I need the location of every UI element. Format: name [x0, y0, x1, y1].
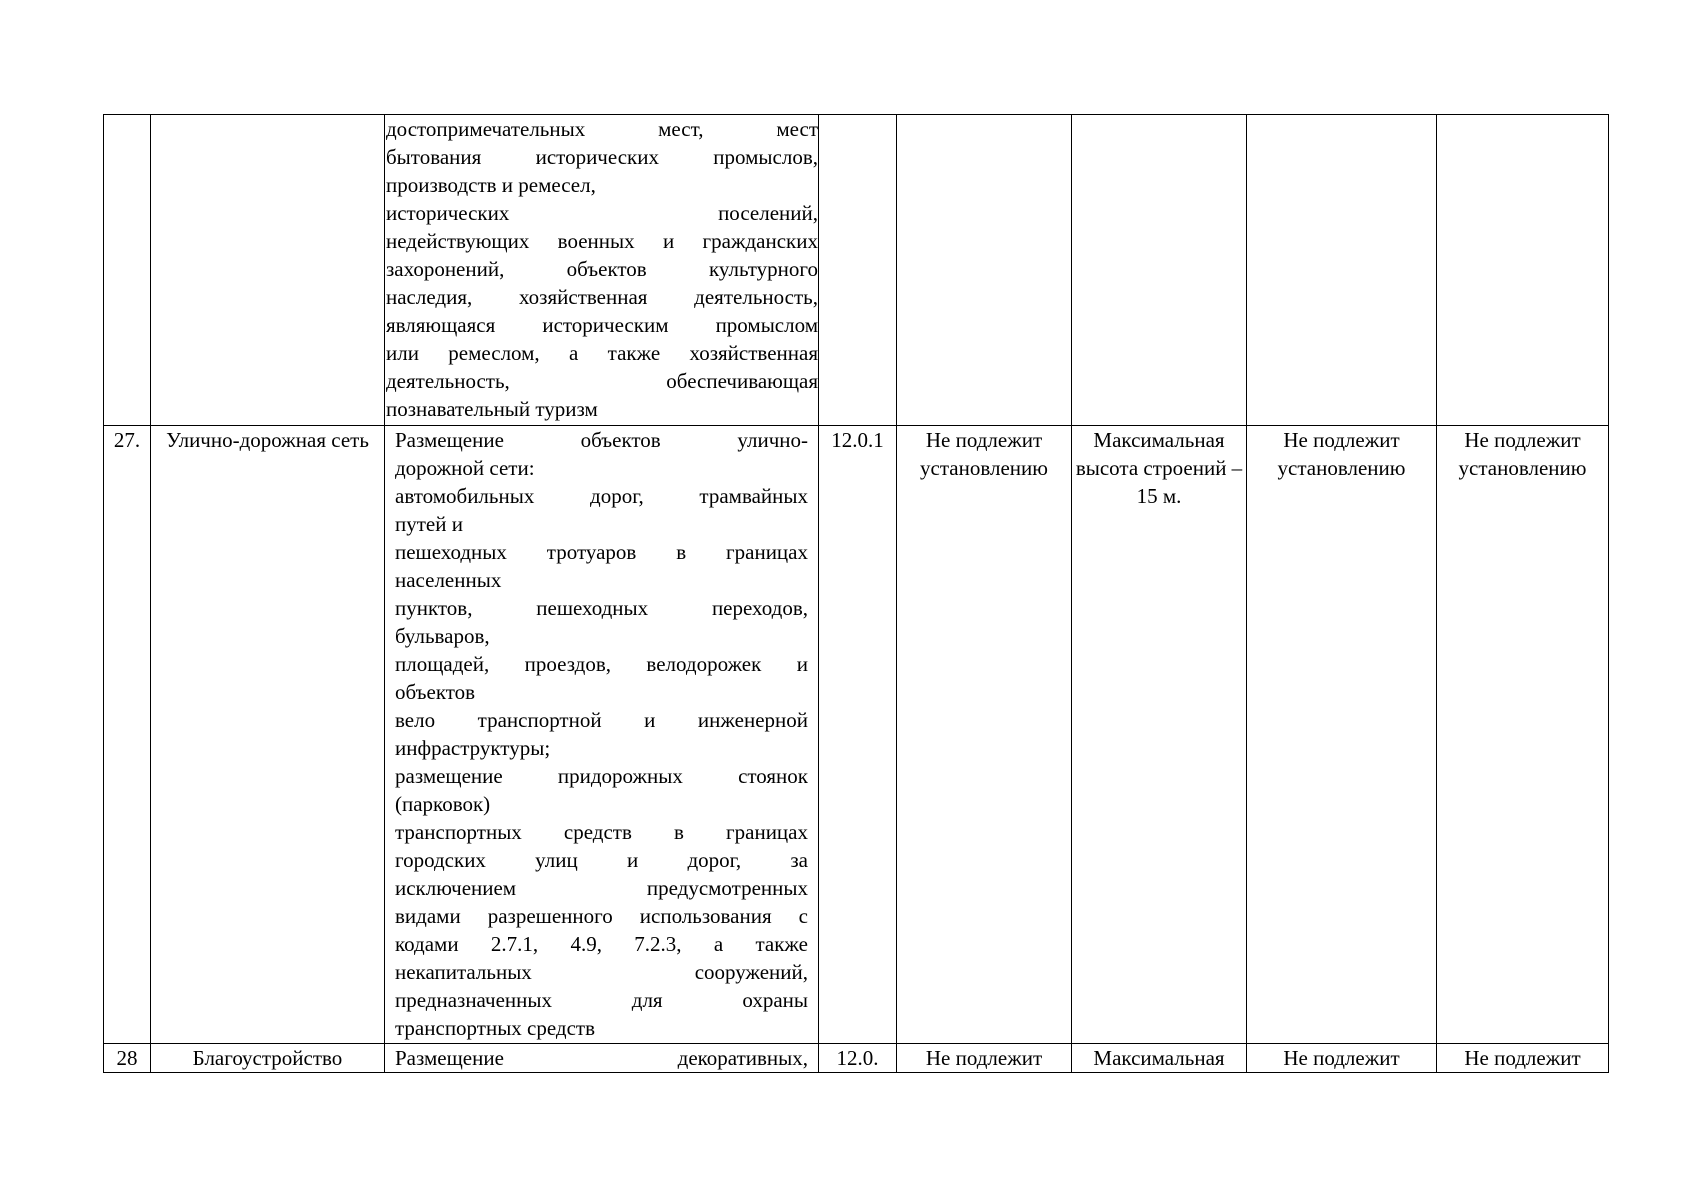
- description-line: или ремеслом, а также хозяйственная: [386, 341, 818, 365]
- description-line: достопримечательных мест, мест: [386, 117, 818, 141]
- row-number: 27.: [104, 426, 151, 1044]
- description-line: познавательный туризм: [386, 397, 598, 421]
- param-plot-size: Не подлежит установлению: [897, 426, 1072, 1044]
- param-coverage: Не подлежит установлению: [1437, 426, 1609, 1044]
- description-line: Размещение декоративных,: [395, 1046, 808, 1070]
- description-line: деятельность, обеспечивающая: [386, 369, 818, 393]
- description-line: захоронений, объектов культурного: [386, 257, 818, 281]
- description-line: объектов: [395, 680, 476, 704]
- param-setback: [1247, 115, 1437, 426]
- use-description: [385, 1044, 819, 1073]
- use-type-name: Улично-дорожная сеть: [151, 426, 385, 1044]
- description-line: Размещение объектов улично-: [395, 428, 808, 452]
- description-line: населенных: [395, 568, 502, 592]
- description-line: некапитальных сооружений,: [395, 960, 808, 984]
- description-line: транспортных средств в границах: [395, 820, 808, 844]
- table-row: [104, 1044, 1609, 1073]
- use-description: [385, 426, 819, 1044]
- description-line: дорожной сети:: [395, 456, 535, 480]
- param-setback: Не подлежит установлению: [1247, 426, 1437, 1044]
- description-line: являющаяся историческим промыслом: [386, 313, 818, 337]
- description-line: наследия, хозяйственная деятельность,: [386, 285, 818, 309]
- use-description: [385, 115, 819, 426]
- use-code: [819, 115, 897, 426]
- param-height: Максимальная высота строений – 15 м.: [1072, 426, 1247, 1044]
- description-line: транспортных средств: [395, 1016, 596, 1040]
- row-number: 28: [104, 1044, 151, 1073]
- param-setback: Не подлежит: [1247, 1044, 1437, 1073]
- description-line: площадей, проездов, велодорожек и: [395, 652, 808, 676]
- description-line: (парковок): [395, 792, 491, 816]
- description-line: недействующих военных и гражданских: [386, 229, 818, 253]
- description-line: размещение придорожных стоянок: [395, 764, 808, 788]
- param-plot-size: Не подлежит: [897, 1044, 1072, 1073]
- table-row: [104, 426, 1609, 1044]
- description-line: исключением предусмотренных: [395, 876, 808, 900]
- description-line: кодами 2.7.1, 4.9, 7.2.3, а также: [395, 932, 808, 956]
- description-line: инфраструктуры;: [395, 736, 551, 760]
- description-line: пунктов, пешеходных переходов,: [395, 596, 808, 620]
- use-type-name: Благоустройство: [151, 1044, 385, 1073]
- description-line: предназначенных для охраны: [395, 988, 808, 1012]
- use-code: 12.0.1: [819, 426, 897, 1044]
- param-coverage: Не подлежит: [1437, 1044, 1609, 1073]
- description-line: бульваров,: [395, 624, 490, 648]
- description-line: видами разрешенного использования с: [395, 904, 808, 928]
- row-number: [104, 115, 151, 426]
- description-line: путей и: [395, 512, 463, 536]
- param-height: [1072, 115, 1247, 426]
- description-line: вело транспортной и инженерной: [395, 708, 808, 732]
- description-line: городских улиц и дорог, за: [395, 848, 808, 872]
- permitted-use-table: [103, 114, 1609, 1073]
- param-plot-size: [897, 115, 1072, 426]
- description-line: автомобильных дорог, трамвайных: [395, 484, 808, 508]
- param-coverage: [1437, 115, 1609, 426]
- description-line: пешеходных тротуаров в границах: [395, 540, 808, 564]
- use-code: 12.0.: [819, 1044, 897, 1073]
- table-row: [104, 115, 1609, 426]
- description-line: бытования исторических промыслов,: [386, 145, 818, 169]
- param-height: Максимальная: [1072, 1044, 1247, 1073]
- description-line: производств и ремесел,: [386, 173, 596, 197]
- use-type-name: [151, 115, 385, 426]
- description-line: исторических поселений,: [386, 201, 818, 225]
